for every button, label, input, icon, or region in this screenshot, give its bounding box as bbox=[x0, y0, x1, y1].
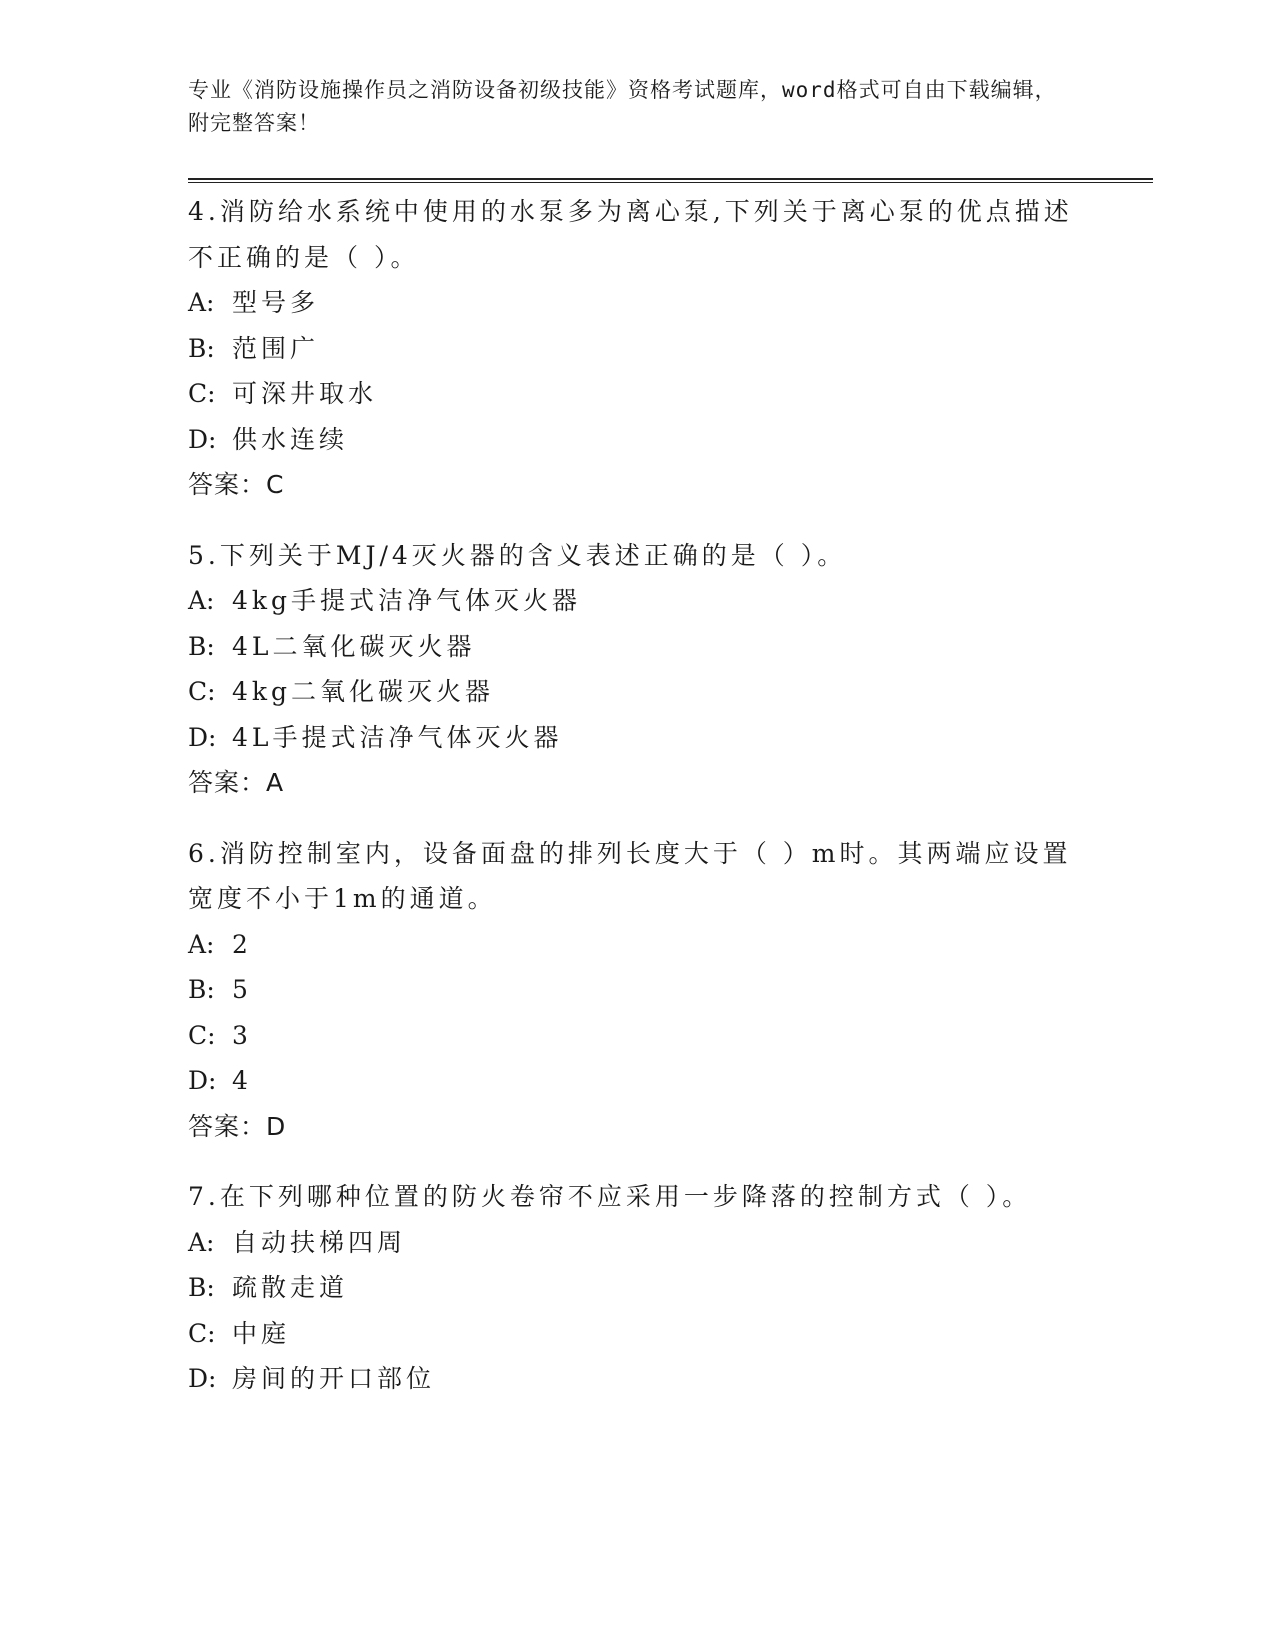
option-c bbox=[188, 1013, 1088, 1059]
option-text: 4 bbox=[232, 1066, 252, 1095]
option-letter: D: bbox=[188, 424, 217, 454]
question-6 bbox=[188, 831, 1088, 1150]
answer-line: 答案：D bbox=[188, 1111, 287, 1141]
option-text: 2 bbox=[232, 929, 252, 959]
option-d bbox=[188, 1356, 1088, 1402]
option-text: 4L二氧化碳灭火器 bbox=[232, 631, 476, 661]
option-text: 房间的开口部位 bbox=[232, 1364, 436, 1393]
option-c bbox=[188, 1311, 1088, 1357]
option-d bbox=[188, 715, 1088, 761]
option-d bbox=[188, 1058, 1088, 1104]
option-letter: B: bbox=[188, 975, 215, 1004]
option-text: 疏散走道 bbox=[232, 1273, 349, 1302]
question-5 bbox=[188, 533, 1088, 806]
option-letter: C: bbox=[188, 1318, 216, 1348]
option-text: 4kg二氧化碳灭火器 bbox=[232, 677, 495, 706]
option-c bbox=[188, 669, 1088, 715]
option-letter: B: bbox=[188, 1273, 215, 1302]
option-text: 范围广 bbox=[232, 333, 320, 363]
option-letter: D: bbox=[188, 1364, 217, 1393]
option-b bbox=[188, 624, 1088, 670]
option-a bbox=[188, 922, 1088, 968]
option-letter: A: bbox=[188, 586, 215, 615]
question-stem: 6.消防控制室内，设备面盘的排列长度大于（ ）m时。其两端应设置宽度不小于1m的通道。 bbox=[188, 838, 1072, 913]
answer-line: 答案：C bbox=[188, 470, 285, 499]
option-text: 可深井取水 bbox=[232, 379, 378, 408]
option-b bbox=[188, 326, 1088, 372]
option-text: 3 bbox=[232, 1020, 252, 1050]
question-stem: 7.在下列哪种位置的防火卷帘不应采用一步降落的控制方式（ ）。 bbox=[188, 1182, 1032, 1211]
option-letter: A: bbox=[188, 929, 215, 959]
option-a bbox=[188, 1220, 1088, 1266]
option-c bbox=[188, 371, 1088, 417]
option-text: 自动扶梯四周 bbox=[232, 1227, 407, 1257]
question-stem: 4.消防给水系统中使用的水泵多为离心泵,下列关于离心泵的优点描述不正确的是（ ）。 bbox=[188, 197, 1073, 272]
option-b bbox=[188, 1265, 1088, 1311]
option-letter: D: bbox=[188, 722, 217, 752]
option-text: 5 bbox=[232, 975, 252, 1004]
option-text: 型号多 bbox=[232, 288, 320, 317]
option-letter: D: bbox=[188, 1066, 217, 1095]
option-text: 中庭 bbox=[232, 1318, 291, 1348]
question-list bbox=[188, 189, 1088, 1427]
question-4 bbox=[188, 189, 1088, 508]
option-letter: C: bbox=[188, 677, 216, 706]
option-letter: A: bbox=[188, 288, 215, 317]
question-7 bbox=[188, 1174, 1088, 1402]
option-letter: C: bbox=[188, 379, 216, 408]
option-letter: C: bbox=[188, 1020, 216, 1050]
option-letter: B: bbox=[188, 631, 215, 661]
document-header: 专业《消防设施操作员之消防设备初级技能》资格考试题库，word格式可自由下载编辑，附完整答案！ bbox=[188, 78, 1057, 135]
option-text: 4L手提式洁净气体灭火器 bbox=[232, 722, 563, 752]
option-a bbox=[188, 578, 1088, 624]
header-divider bbox=[188, 178, 1153, 183]
option-letter: A: bbox=[188, 1227, 215, 1257]
option-a bbox=[188, 280, 1088, 326]
option-text: 供水连续 bbox=[232, 424, 349, 454]
question-stem: 5.下列关于MJ/4灭火器的含义表述正确的是（ ）。 bbox=[188, 540, 847, 570]
option-letter: B: bbox=[188, 333, 215, 363]
option-d bbox=[188, 417, 1088, 463]
answer-line: 答案：A bbox=[188, 768, 285, 797]
option-text: 4kg手提式洁净气体灭火器 bbox=[232, 586, 582, 615]
option-b bbox=[188, 967, 1088, 1013]
